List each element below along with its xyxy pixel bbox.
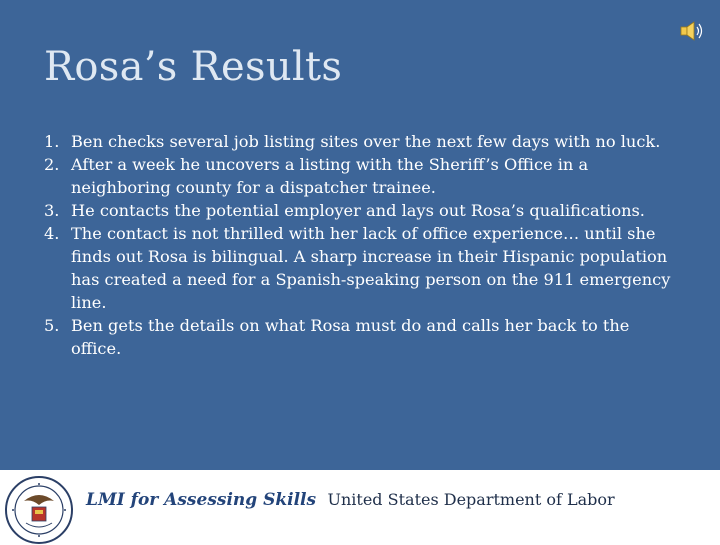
results-list xyxy=(44,130,684,360)
footer-emphasis: LMI for Assessing Skills xyxy=(86,490,317,510)
list-item xyxy=(44,130,684,153)
speaker-icon[interactable] xyxy=(678,18,704,44)
list-item-number: 4. xyxy=(44,224,60,243)
slide-title: Rosa’s Results xyxy=(44,44,343,90)
list-item xyxy=(44,199,684,222)
list-item xyxy=(44,153,684,199)
list-item-number: 2. xyxy=(44,155,60,174)
footer-caption xyxy=(86,490,615,510)
list-item-number: 5. xyxy=(44,316,60,335)
list-item-number: 3. xyxy=(44,201,60,220)
list-item-text: After a week he uncovers a listing with the Sheriff’s Office in a neighboring county for a dispatcher trainee. xyxy=(71,155,589,197)
list-item-text: The contact is not thrilled with her lack of office experience… until she finds out Rosa is bilingual. A sharp increase in their Hispanic population has created a need for a Spanish-speaking person on the 911 emergency line. xyxy=(71,224,671,312)
list-item-text: He contacts the potential employer and lays out Rosa’s qualifications. xyxy=(71,201,645,220)
list-item-number: 1. xyxy=(44,132,60,151)
department-of-labor-seal-icon xyxy=(4,475,74,545)
list-item xyxy=(44,222,684,314)
list-item-text: Ben checks several job listing sites over the next few days with no luck. xyxy=(71,132,661,151)
list-item xyxy=(44,314,684,360)
list-item-text: Ben gets the details on what Rosa must do and calls her back to the office. xyxy=(71,316,630,358)
footer xyxy=(0,470,720,540)
footer-department: United States Department of Labor xyxy=(327,490,615,509)
